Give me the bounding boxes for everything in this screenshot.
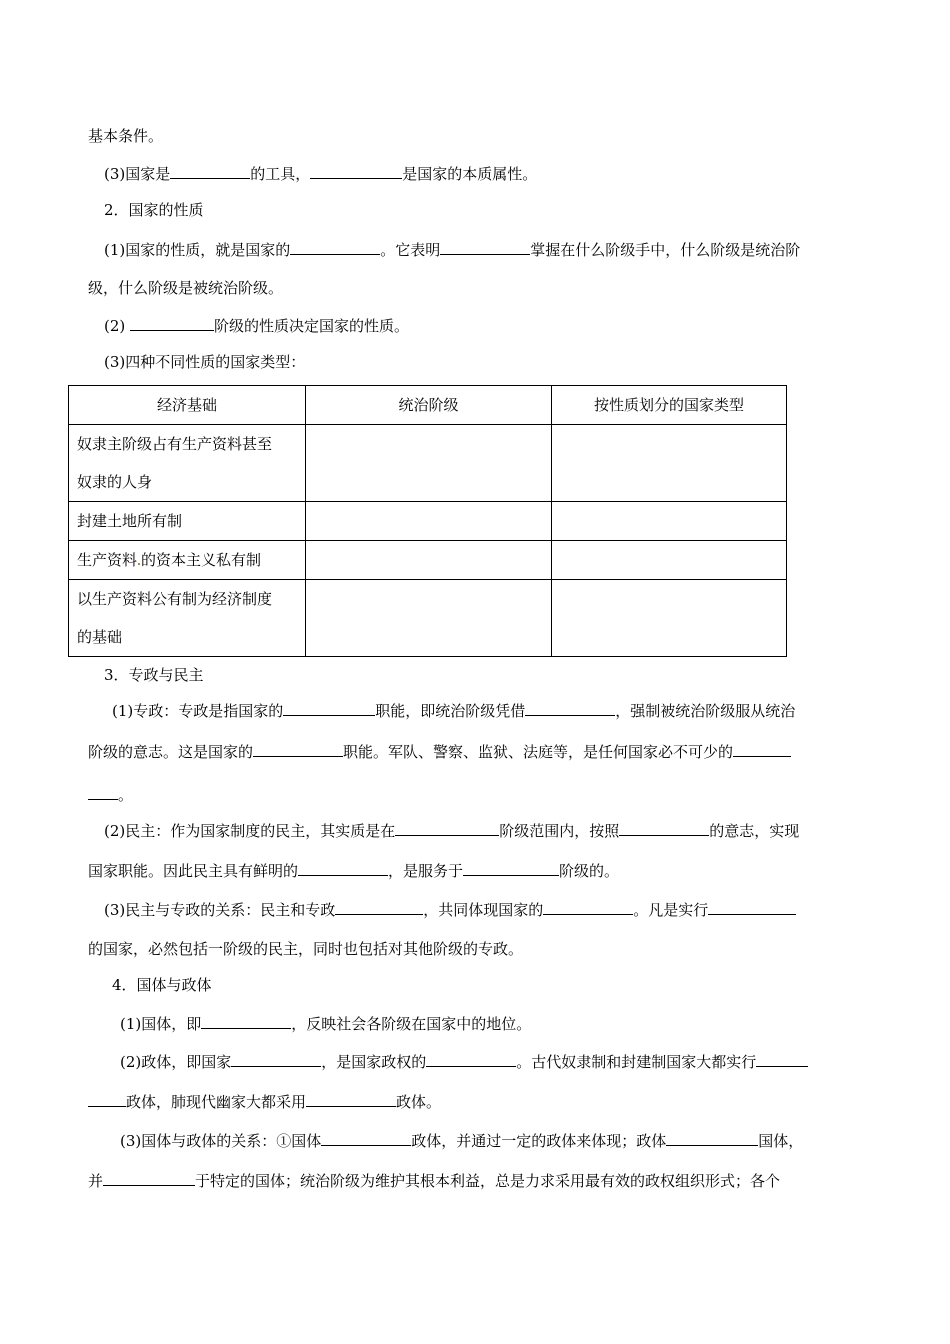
- section-heading: 3．专政与民主: [104, 666, 204, 684]
- text-line: 基本条件。: [88, 127, 164, 145]
- text-line: 阶级的意志。这是国家的 职能。军队、警察、监狱、法庭等，是任何国家必不可少的: [88, 741, 791, 762]
- table-cell-blank[interactable]: [552, 541, 787, 580]
- fill-blank[interactable]: [321, 1130, 411, 1146]
- table-header: 按性质划分的国家类型: [552, 386, 787, 425]
- mark-dot: [138, 563, 140, 565]
- state-types-table: [68, 385, 787, 657]
- fill-blank[interactable]: [283, 700, 375, 716]
- table-header: 经济基础: [69, 386, 306, 425]
- section-heading: 2．国家的性质: [104, 201, 204, 219]
- fill-blank[interactable]: [298, 860, 388, 876]
- table-row: [69, 580, 787, 657]
- text-line: (2) 阶级的性质决定国家的性质。: [104, 317, 410, 335]
- fill-blank[interactable]: [395, 820, 499, 836]
- fill-blank[interactable]: [708, 899, 796, 915]
- fill-blank[interactable]: [310, 163, 402, 179]
- fill-blank[interactable]: [440, 239, 530, 255]
- text-line: (1)国体，即 ，反映社会各阶级在国家中的地位。: [120, 1015, 532, 1033]
- fill-blank[interactable]: [756, 1051, 808, 1067]
- fill-blank[interactable]: [253, 741, 343, 757]
- fill-blank[interactable]: [619, 820, 709, 836]
- fill-blank[interactable]: [170, 163, 250, 179]
- fill-blank[interactable]: [543, 899, 633, 915]
- fill-blank[interactable]: [88, 784, 118, 800]
- table-cell-blank[interactable]: [306, 502, 552, 541]
- fill-blank[interactable]: [103, 1170, 195, 1186]
- text-line: (3)民主与专政的关系：民主和专政 ，共同体现国家的 。凡是实行: [104, 899, 796, 920]
- text-line: (1)专政：专政是指国家的 职能，即统治阶级凭借 ，强制被统治阶级服从统治: [112, 702, 796, 720]
- section-heading: 4．国体与政体: [112, 976, 212, 994]
- table-header: 统治阶级: [306, 386, 552, 425]
- text-line: 并 于特定的国体；统治阶级为维护其根本利益，总是力求采用最有效的政权组织形式；各个: [88, 1172, 781, 1190]
- text-line: (3)四种不同性质的国家类型：: [104, 353, 306, 371]
- fill-blank[interactable]: [666, 1130, 758, 1146]
- table-row: [69, 425, 787, 502]
- fill-blank[interactable]: [335, 899, 423, 915]
- table-row: [69, 541, 787, 580]
- text-line: (1)国家的性质，就是国家的 。它表明 掌握在什么阶级手中，什么阶级是统治阶: [104, 241, 801, 259]
- fill-blank[interactable]: [231, 1051, 321, 1067]
- table-cell-blank[interactable]: [306, 580, 552, 657]
- text-line: (3)国体与政体的关系：①国体 政体，并通过一定的政体来体现；政体 国体，: [120, 1132, 804, 1150]
- table-cell-blank[interactable]: [552, 425, 787, 502]
- fill-blank[interactable]: [201, 1013, 291, 1029]
- table-header-row: [69, 386, 787, 425]
- fill-blank[interactable]: [426, 1051, 516, 1067]
- table-cell-blank[interactable]: [306, 541, 552, 580]
- table-cell: 生产资料 的资本主义私有制: [69, 541, 306, 580]
- fill-blank[interactable]: [525, 700, 615, 716]
- table-row: [69, 502, 787, 541]
- fill-blank[interactable]: [463, 860, 559, 876]
- table-cell-blank[interactable]: [552, 580, 787, 657]
- text-line: (2)民主：作为国家制度的民主，其实质是在 阶级范围内，按照 的意志，实现: [104, 822, 800, 840]
- fill-blank[interactable]: [88, 1091, 126, 1107]
- fill-blank[interactable]: [290, 239, 380, 255]
- text-line: 。: [88, 784, 133, 805]
- text-line: 级，什么阶级是被统治阶级。: [88, 279, 284, 297]
- table-cell: 封建土地所有制: [69, 502, 306, 541]
- text-line: 政体，肺现代幽家大都采用 政体。: [88, 1091, 441, 1112]
- table-cell-blank[interactable]: [306, 425, 552, 502]
- fill-blank[interactable]: [306, 1091, 396, 1107]
- text-line: (3)国家是 的工具， 是国家的本质属性。: [104, 165, 538, 183]
- fill-blank[interactable]: [733, 741, 791, 757]
- text-line: 国家职能。因此民主具有鲜明的 ，是服务于 阶级的。: [88, 862, 620, 880]
- table-cell: 奴隶主阶级占有生产资料甚至 奴隶的人身: [69, 425, 306, 502]
- table-cell: 以生产资料公有制为经济制度 的基础: [69, 580, 306, 657]
- text-line: (2)政体，即国家 ，是国家政权的 。古代奴隶制和封建制国家大都实行: [120, 1051, 808, 1072]
- fill-blank[interactable]: [130, 315, 214, 331]
- text-line: 的国家，必然包括一阶级的民主，同时也包括对其他阶级的专政。: [88, 940, 524, 958]
- table-cell-blank[interactable]: [552, 502, 787, 541]
